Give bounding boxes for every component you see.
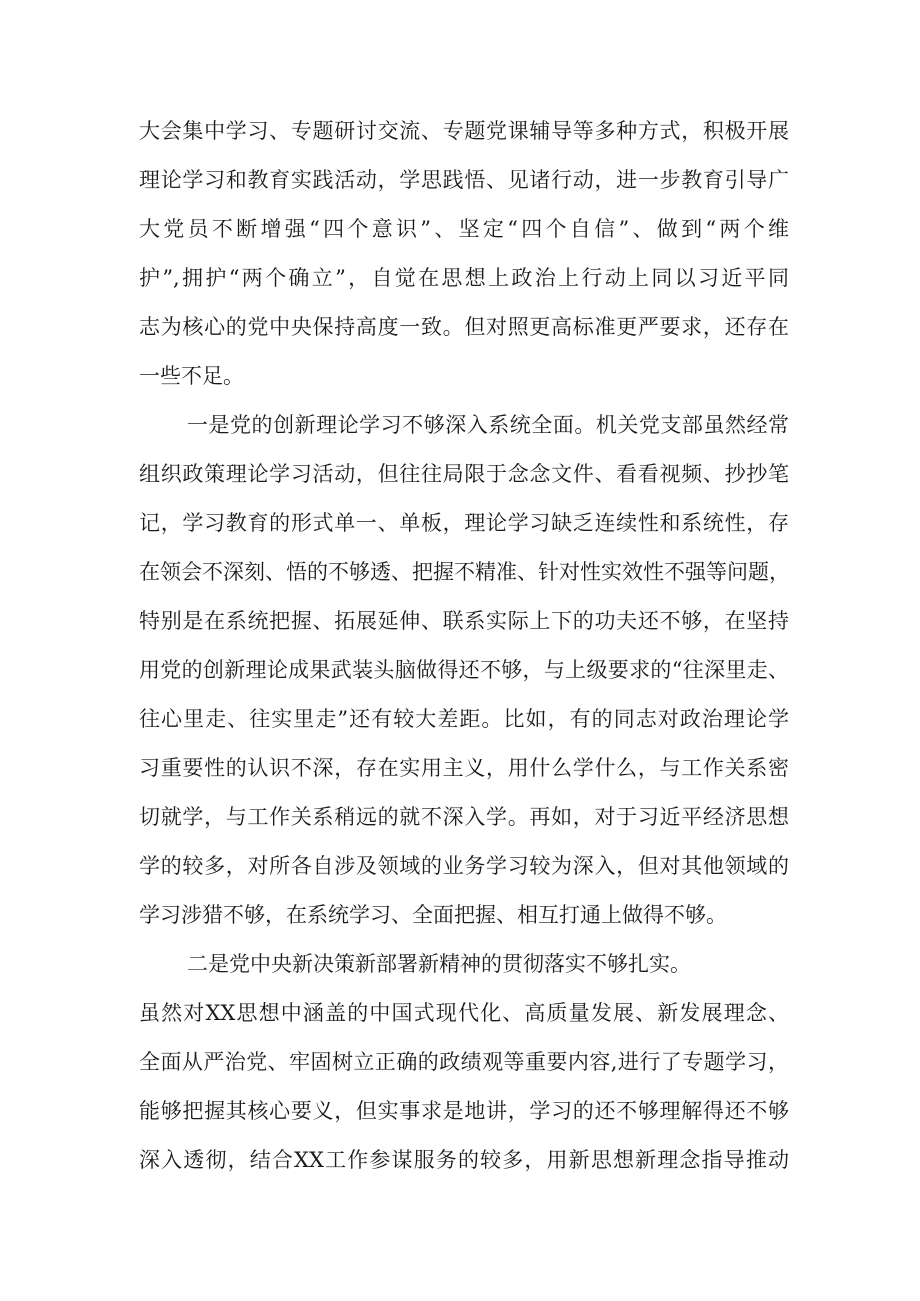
text-line: 用党的创新理论成果武装头脑做得还不够，与上级要求的“往深里走、 [139, 658, 789, 682]
text-line: 一是党的创新理论学习不够深入系统全面。机关党支部虽然经常 [187, 413, 789, 437]
text-line: 组织政策理论学习活动，但往往局限于念念文件、看看视频、抄抄笔 [139, 462, 789, 486]
text-line: 在领会不深刻、悟的不够透、把握不精准、针对性实效性不强等问题， [139, 560, 790, 584]
text-line: 学习涉猎不够，在系统学习、全面把握、相互打通上做得不够。 [139, 903, 727, 927]
text-line: 志为核心的党中央保持高度一致。但对照更高标准更严要求，还存在 [139, 315, 789, 339]
text-line: 学的较多，对所各自涉及领域的业务学习较为深入，但对其他领域的 [139, 854, 789, 878]
text-line: 习重要性的认识不深，存在实用主义，用什么学什么，与工作关系密 [139, 756, 789, 780]
text-line: 二是党中央新决策新部署新精神的贯彻落实不够扎实。 [187, 952, 691, 976]
text-line: 全面从严治党、牢固树立正确的政绩观等重要内容,进行了专题学习， [139, 1050, 789, 1074]
text-line: 大党员不断增强“四个意识”、坚定“四个自信”、做到“两个维 [139, 217, 789, 241]
text-line: 理论学习和教育实践活动，学思践悟、见诸行动，进一步教育引导广 [139, 168, 789, 192]
text-line: 大会集中学习、专题研讨交流、专题党课辅导等多种方式，积极开展 [139, 119, 789, 143]
text-line: 深入透彻，结合XX工作参谋服务的较多，用新思想新理念指导推动 [139, 1148, 789, 1172]
text-line: 护”,拥护“两个确立”，自觉在思想上政治上行动上同以习近平同 [139, 266, 789, 290]
text-line: 往心里走、往实里走”还有较大差距。比如，有的同志对政治理论学 [139, 707, 789, 731]
text-line: 切就学，与工作关系稍远的就不深入学。再如，对于习近平经济思想 [139, 805, 789, 829]
text-line: 特别是在系统把握、拓展延伸、联系实际上下的功夫还不够，在坚持 [139, 609, 789, 633]
text-line: 一些不足。 [139, 364, 244, 388]
text-line: 能够把握其核心要义，但实事求是地讲，学习的还不够理解得还不够 [139, 1099, 789, 1123]
text-line: 记，学习教育的形式单一、单板，理论学习缺乏连续性和系统性，存 [139, 511, 789, 535]
text-line: 虽然对XX思想中涵盖的中国式现代化、高质量发展、新发展理念、 [139, 1001, 789, 1025]
